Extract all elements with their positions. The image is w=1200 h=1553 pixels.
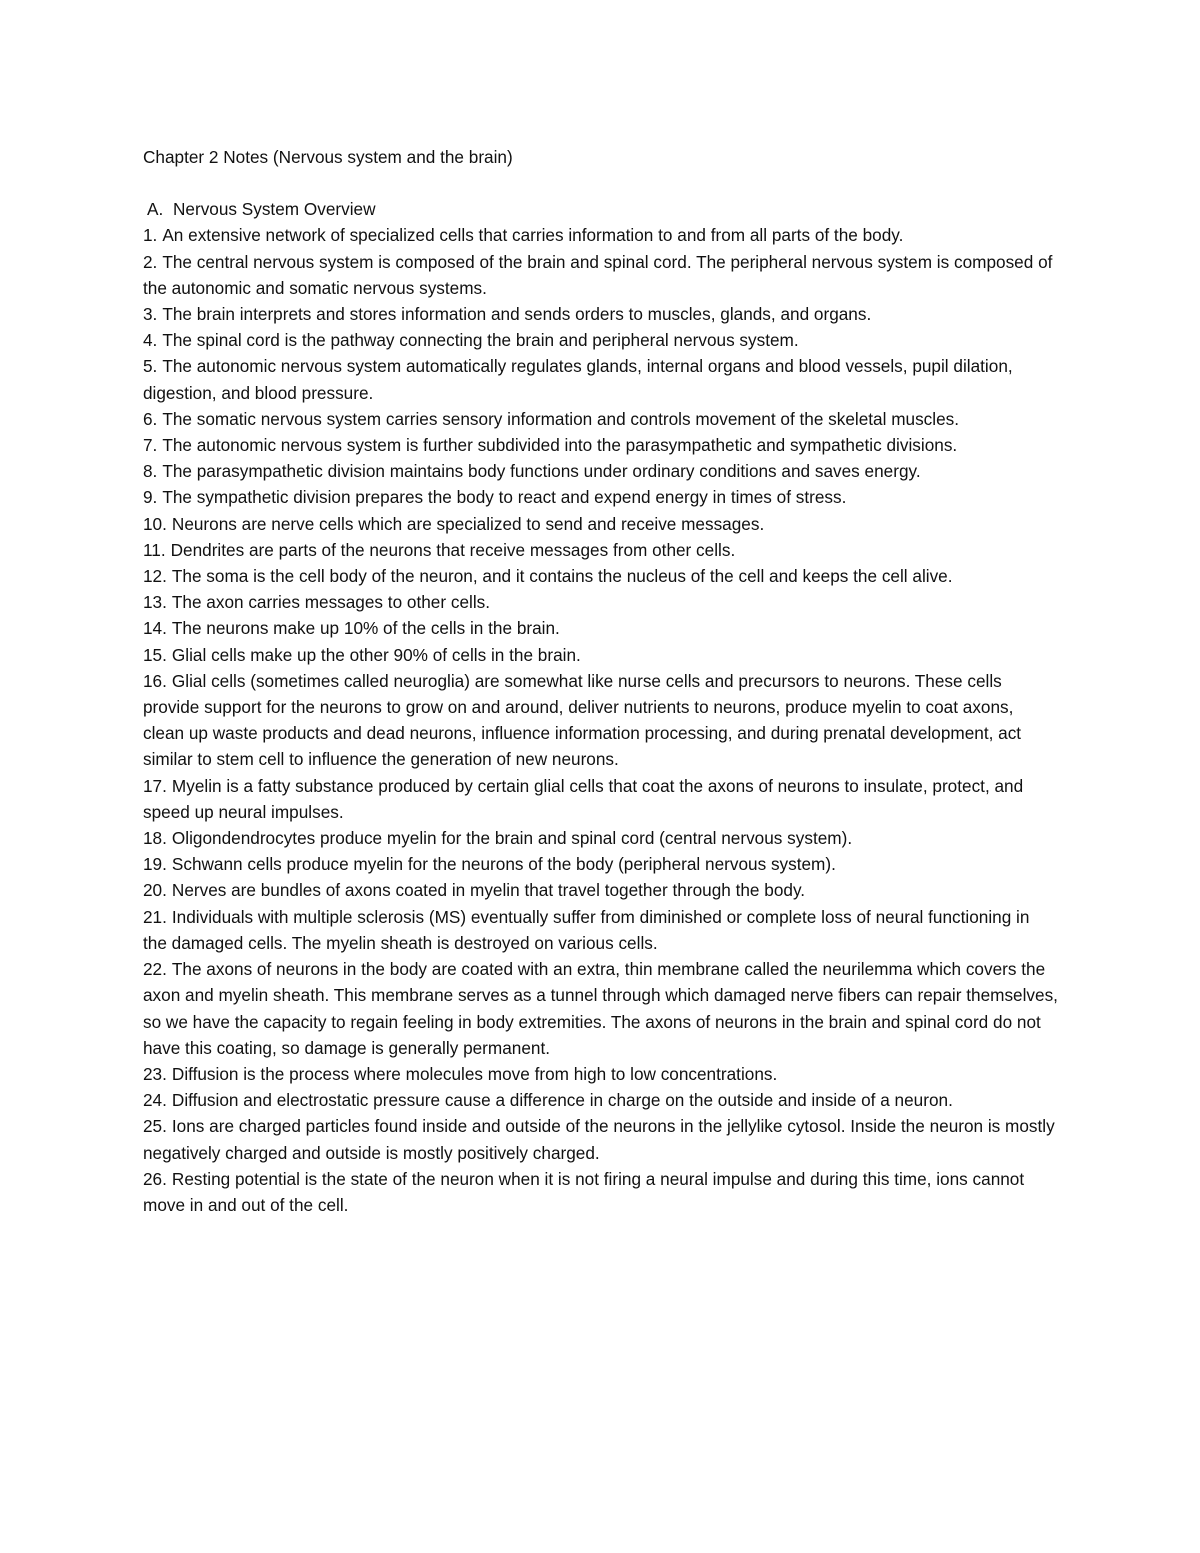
note-text: The central nervous system is composed of the brain and spinal cord. The peripheral nervous system is composed of the autonomic and somatic nervous systems. (143, 251, 1053, 298)
note-item (143, 537, 1058, 563)
note-number: 7. (143, 435, 158, 456)
note-number: 5. (143, 356, 158, 377)
note-number: 24. (143, 1090, 167, 1111)
note-item (143, 1166, 1058, 1218)
note-number: 6. (143, 408, 158, 429)
note-number: 19. (143, 854, 167, 875)
note-text: Glial cells (sometimes called neuroglia) are somewhat like nurse cells and precursors to neurons. These cells provide support for the neurons to grow on and around, deliver nutrients to neurons, produce myelin to coat axons, clean up waste products and dead neurons, influence information processing, and during prenatal development, act similar to stem cell to influence the generation of new neurons. (143, 670, 1022, 770)
note-item (143, 484, 1058, 510)
note-number: 17. (143, 775, 167, 796)
note-text: The autonomic nervous system is further subdivided into the parasympathetic and sympathetic divisions. (162, 435, 958, 456)
note-text: Diffusion and electrostatic pressure cause a difference in charge on the outside and inside of a neuron. (171, 1090, 953, 1111)
note-item (143, 773, 1058, 825)
note-number: 12. (143, 566, 167, 587)
note-number: 14. (143, 618, 167, 639)
note-text: Resting potential is the state of the neuron when it is not firing a neural impulse and during this time, ions cannot move in and out of the cell. (143, 1168, 1025, 1215)
note-item (143, 615, 1058, 641)
note-item (143, 222, 1058, 248)
note-text: The neurons make up 10% of the cells in the brain. (171, 618, 560, 639)
note-number: 3. (143, 304, 158, 325)
note-number: 13. (143, 592, 167, 613)
note-text: The sympathetic division prepares the body to react and expend energy in times of stress. (162, 487, 847, 508)
note-item (143, 301, 1058, 327)
note-number: 9. (143, 487, 158, 508)
note-item (143, 851, 1058, 877)
note-item (143, 327, 1058, 353)
section-heading-text: Nervous System Overview (173, 199, 376, 220)
note-item (143, 642, 1058, 668)
note-item (143, 1061, 1058, 1087)
note-text: Nerves are bundles of axons coated in myelin that travel together through the body. (171, 880, 806, 901)
note-number: 1. (143, 225, 158, 246)
note-number: 4. (143, 330, 158, 351)
note-text: The soma is the cell body of the neuron, and it contains the nucleus of the cell and keeps the cell alive. (171, 566, 953, 587)
note-text: Ions are charged particles found inside and outside of the neurons in the jellylike cytosol. Inside the neuron is mostly negatively charged and outside is mostly positively charged. (143, 1116, 1055, 1163)
note-number: 11. (143, 539, 166, 560)
note-item (143, 877, 1058, 903)
note-item (143, 432, 1058, 458)
note-item (143, 249, 1058, 301)
note-number: 15. (143, 644, 167, 665)
note-text: Diffusion is the process where molecules move from high to low concentrations. (171, 1063, 778, 1084)
note-text: The axon carries messages to other cells. (171, 592, 491, 613)
note-text: The parasympathetic division maintains body functions under ordinary conditions and saves energy. (162, 461, 921, 482)
note-item (143, 458, 1058, 484)
note-text: Neurons are nerve cells which are specialized to send and receive messages. (171, 513, 765, 534)
note-text: Individuals with multiple sclerosis (MS) eventually suffer from diminished or complete loss of neural functioning in the damaged cells. The myelin sheath is destroyed on various cells. (143, 906, 1030, 953)
note-text: The axons of neurons in the body are coated with an extra, thin membrane called the neurilemma which covers the axon and myelin sheath. This membrane serves as a tunnel through which damaged nerve fibers can repair themselves, so we have the capacity to regain feeling in body extremities. The axons of neurons in the brain and spinal cord do not have this coating, so damage is generally permanent. (143, 959, 1058, 1058)
note-item (143, 668, 1058, 773)
note-item (143, 406, 1058, 432)
note-number: 22. (143, 959, 167, 980)
note-number: 2. (143, 251, 158, 272)
note-text: Oligondendrocytes produce myelin for the brain and spinal cord (central nervous system). (171, 828, 853, 849)
note-number: 21. (143, 906, 167, 927)
note-number: 18. (143, 828, 167, 849)
note-text: Schwann cells produce myelin for the neurons of the body (peripheral nervous system). (171, 854, 836, 875)
note-text: An extensive network of specialized cells that carries information to and from all parts of the body. (162, 225, 904, 246)
note-number: 10. (143, 513, 167, 534)
note-number: 23. (143, 1063, 167, 1084)
document-title: Chapter 2 Notes (Nervous system and the brain) (143, 147, 513, 167)
section-letter: A. (147, 199, 164, 220)
note-number: 16. (143, 670, 167, 691)
note-item (143, 511, 1058, 537)
note-text: Myelin is a fatty substance produced by certain glial cells that coat the axons of neurons to insulate, protect, and speed up neural impulses. (143, 775, 1024, 822)
note-item (143, 825, 1058, 851)
note-text: The somatic nervous system carries sensory information and controls movement of the skeletal muscles. (162, 408, 960, 429)
note-text: The brain interprets and stores information and sends orders to muscles, glands, and organs. (162, 304, 872, 325)
note-item (143, 956, 1058, 1061)
note-item (143, 904, 1058, 956)
note-number: 20. (143, 880, 167, 901)
note-text: The autonomic nervous system automatically regulates glands, internal organs and blood vessels, pupil dilation, digestion, and blood pressure. (143, 356, 1013, 403)
note-number: 26. (143, 1168, 167, 1189)
note-item (143, 589, 1058, 615)
note-number: 25. (143, 1116, 167, 1137)
note-item (143, 1113, 1058, 1165)
note-number: 8. (143, 461, 158, 482)
notes-list (143, 222, 1058, 1218)
note-item (143, 1087, 1058, 1113)
note-text: Glial cells make up the other 90% of cells in the brain. (171, 644, 581, 665)
note-item (143, 353, 1058, 405)
note-text: Dendrites are parts of the neurons that receive messages from other cells. (170, 539, 736, 560)
note-text: The spinal cord is the pathway connecting the brain and peripheral nervous system. (162, 330, 799, 351)
document-page (143, 144, 1058, 1218)
section-heading (143, 196, 1058, 222)
note-item (143, 563, 1058, 589)
